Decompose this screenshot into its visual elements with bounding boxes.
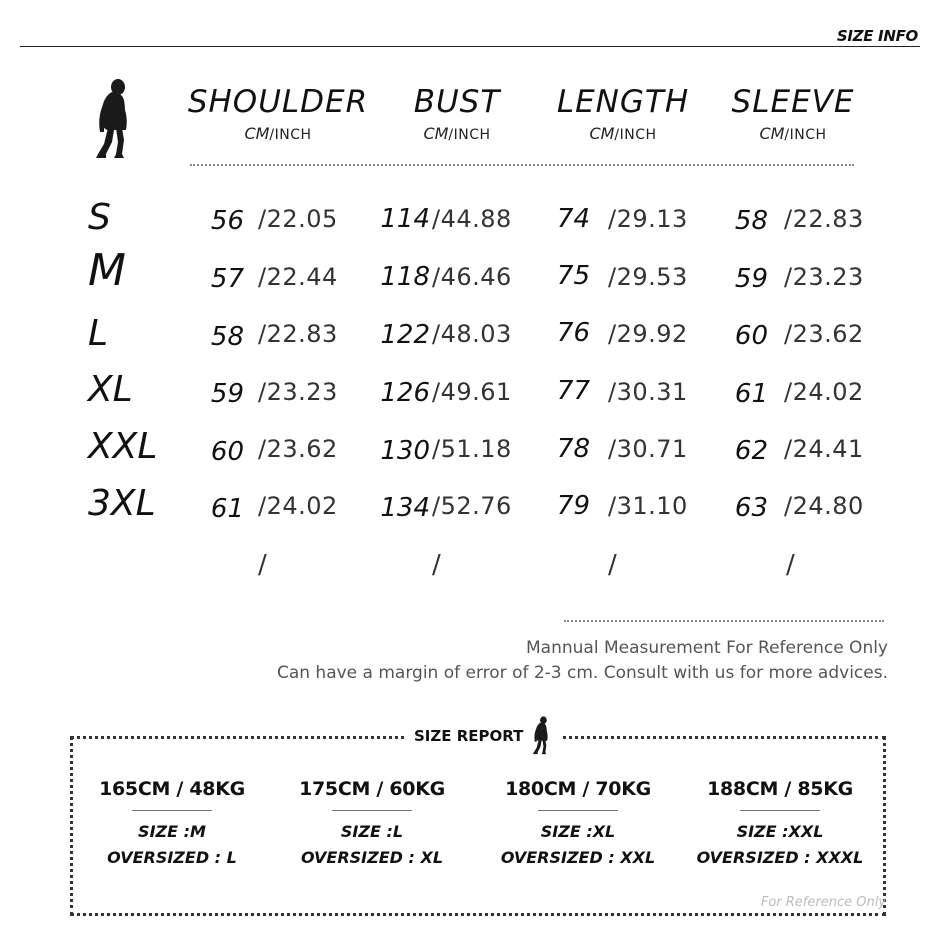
measurement-note: Mannual Measurement For Reference Only: [526, 638, 888, 658]
size-info-title: SIZE INFO: [836, 27, 918, 45]
unit-label: CM/INCH: [244, 124, 312, 143]
unit-label: CM/INCH: [759, 124, 827, 143]
report-item: [478, 778, 678, 871]
report-height-weight: 175CM / 60KG: [299, 778, 445, 800]
length-inch: /30.71: [608, 435, 688, 463]
report-oversized: OVERSIZED : L: [107, 848, 237, 867]
report-height-weight: 188CM / 85KG: [707, 778, 853, 800]
report-underline: [740, 810, 820, 811]
report-oversized: OVERSIZED : XL: [300, 848, 444, 867]
sleeve-cm: 59: [734, 264, 768, 294]
bust-cm: 114: [380, 204, 430, 234]
column-title: BUST: [413, 84, 501, 120]
shoulder-inch: /23.23: [258, 378, 338, 406]
length-inch: /31.10: [608, 492, 688, 520]
sleeve-cm: 63: [734, 493, 768, 523]
column-header-sleeve: [698, 84, 888, 143]
shoulder-inch: /24.02: [258, 492, 338, 520]
bust-inch: /49.61: [432, 378, 512, 406]
sleeve-cm: 61: [734, 379, 768, 409]
bust-inch: /51.18: [432, 435, 512, 463]
empty-slash: /: [258, 550, 267, 580]
sleeve-cm: 58: [734, 206, 768, 236]
empty-slash: /: [432, 550, 441, 580]
report-oversized: OVERSIZED : XXXL: [696, 848, 864, 867]
size-label-s: S: [88, 197, 111, 238]
length-cm: 76: [556, 318, 590, 348]
header-divider: [20, 46, 920, 47]
notes-dotted-divider: [564, 620, 884, 622]
report-item: [272, 778, 472, 871]
report-item: [680, 778, 880, 871]
report-oversized: OVERSIZED : XXL: [500, 848, 656, 867]
sleeve-inch: /23.23: [784, 263, 864, 291]
shoulder-inch: /23.62: [258, 435, 338, 463]
unit-label: CM/INCH: [589, 124, 657, 143]
bust-inch: /48.03: [432, 320, 512, 348]
report-size: SIZE :L: [340, 822, 404, 841]
sleeve-inch: /22.83: [784, 205, 864, 233]
column-title: LENGTH: [556, 84, 690, 120]
size-label-3xl: 3XL: [88, 483, 156, 524]
shoulder-inch: /22.05: [258, 205, 338, 233]
column-header-length: [528, 84, 718, 143]
sleeve-inch: /24.02: [784, 378, 864, 406]
length-inch: /30.31: [608, 378, 688, 406]
length-cm: 79: [556, 491, 590, 521]
bust-cm: 134: [380, 493, 430, 523]
sleeve-inch: /24.41: [784, 435, 864, 463]
shoulder-inch: /22.44: [258, 263, 338, 291]
shoulder-cm: 61: [210, 494, 244, 524]
shoulder-inch: /22.83: [258, 320, 338, 348]
report-size: SIZE :XXL: [736, 822, 824, 841]
size-label-m: M: [88, 245, 126, 296]
empty-slash: /: [608, 550, 617, 580]
length-cm: 74: [556, 204, 590, 234]
size-label-l: L: [88, 313, 109, 354]
header-dotted-divider: [190, 164, 854, 166]
report-height-weight: 165CM / 48KG: [99, 778, 245, 800]
shoulder-cm: 56: [210, 206, 244, 236]
size-label-xxl: XXL: [88, 426, 158, 467]
bust-cm: 126: [380, 378, 430, 408]
sleeve-cm: 60: [734, 321, 768, 351]
bust-cm: 118: [380, 262, 430, 292]
shoulder-cm: 60: [210, 437, 244, 467]
empty-slash: /: [786, 550, 795, 580]
report-size: SIZE :M: [138, 822, 206, 841]
column-title: SHOULDER: [187, 84, 369, 120]
report-item: [72, 778, 272, 871]
bust-inch: /44.88: [432, 205, 512, 233]
column-header-bust: [362, 84, 552, 143]
report-height-weight: 180CM / 70KG: [505, 778, 651, 800]
report-underline: [332, 810, 412, 811]
sleeve-inch: /23.62: [784, 320, 864, 348]
length-inch: /29.92: [608, 320, 688, 348]
shoulder-cm: 59: [210, 379, 244, 409]
unit-label: CM/INCH: [423, 124, 491, 143]
length-inch: /29.53: [608, 263, 688, 291]
shoulder-cm: 58: [210, 322, 244, 352]
report-size: SIZE :XL: [540, 822, 616, 841]
size-label-xl: XL: [88, 369, 133, 410]
length-cm: 78: [556, 434, 590, 464]
shoulder-cm: 57: [210, 264, 244, 294]
bust-cm: 122: [380, 320, 430, 350]
length-inch: /29.13: [608, 205, 688, 233]
length-cm: 75: [556, 261, 590, 291]
column-header-shoulder: [183, 84, 373, 143]
bust-inch: /52.76: [432, 492, 512, 520]
bust-cm: 130: [380, 436, 430, 466]
report-underline: [132, 810, 212, 811]
reference-footnote: For Reference Only: [760, 895, 886, 910]
ape-figure-icon: [92, 78, 138, 162]
length-cm: 77: [556, 376, 590, 406]
column-title: SLEEVE: [731, 84, 855, 120]
sleeve-inch: /24.80: [784, 492, 864, 520]
ape-figure-icon: [531, 714, 553, 758]
report-underline: [538, 810, 618, 811]
sleeve-cm: 62: [734, 436, 768, 466]
bust-inch: /46.46: [432, 263, 512, 291]
size-report-title: SIZE REPORT: [414, 727, 524, 745]
margin-note: Can have a margin of error of 2-3 cm. Consult with us for more advices.: [276, 663, 888, 683]
size-report-header: [406, 718, 561, 754]
